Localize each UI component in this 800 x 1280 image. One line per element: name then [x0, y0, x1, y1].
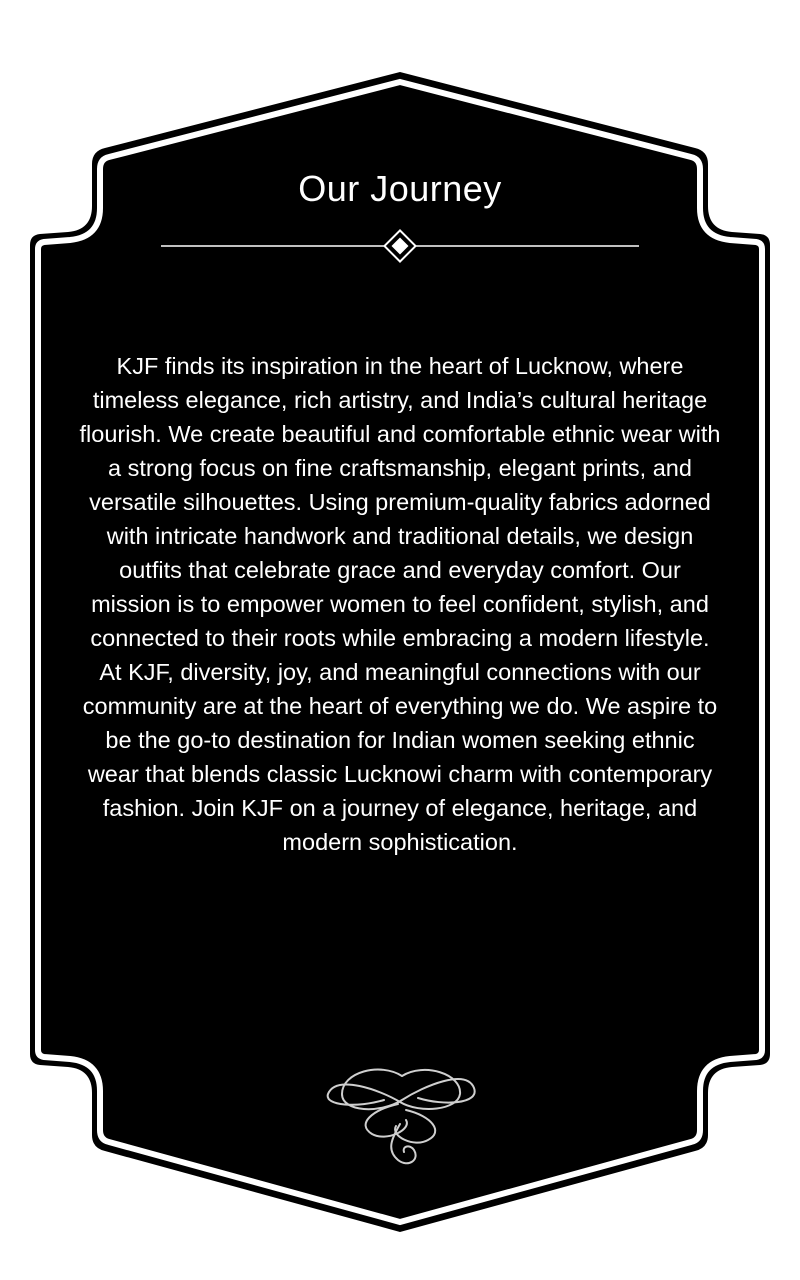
page-title: Our Journey [298, 168, 502, 209]
journey-description: KJF finds its inspiration in the heart of Lucknow, where timeless elegance, rich artistry, and India’s cultural heritage flourish. We create beautiful and comfortable ethnic wear with a strong focus on fine craftsmanship, elegant prints, and versatile silhouettes. Using premium-quality fabrics adorned with intricate handwork and traditional details, we design outfits that celebrate grace and everyday comfort. Our mission is to empower women to feel confident, stylish, and connected to their roots while embracing a modern lifestyle. At KJF, diversity, joy, and meaningful connections with our community are at the heart of everything we do. We aspire to be the go-to destination for Indian women seeking ethnic wear that blends classic Lucknowi charm with contemporary fashion. Join KJF on a journey of elegance, heritage, and modern sophistication. [79, 353, 721, 855]
